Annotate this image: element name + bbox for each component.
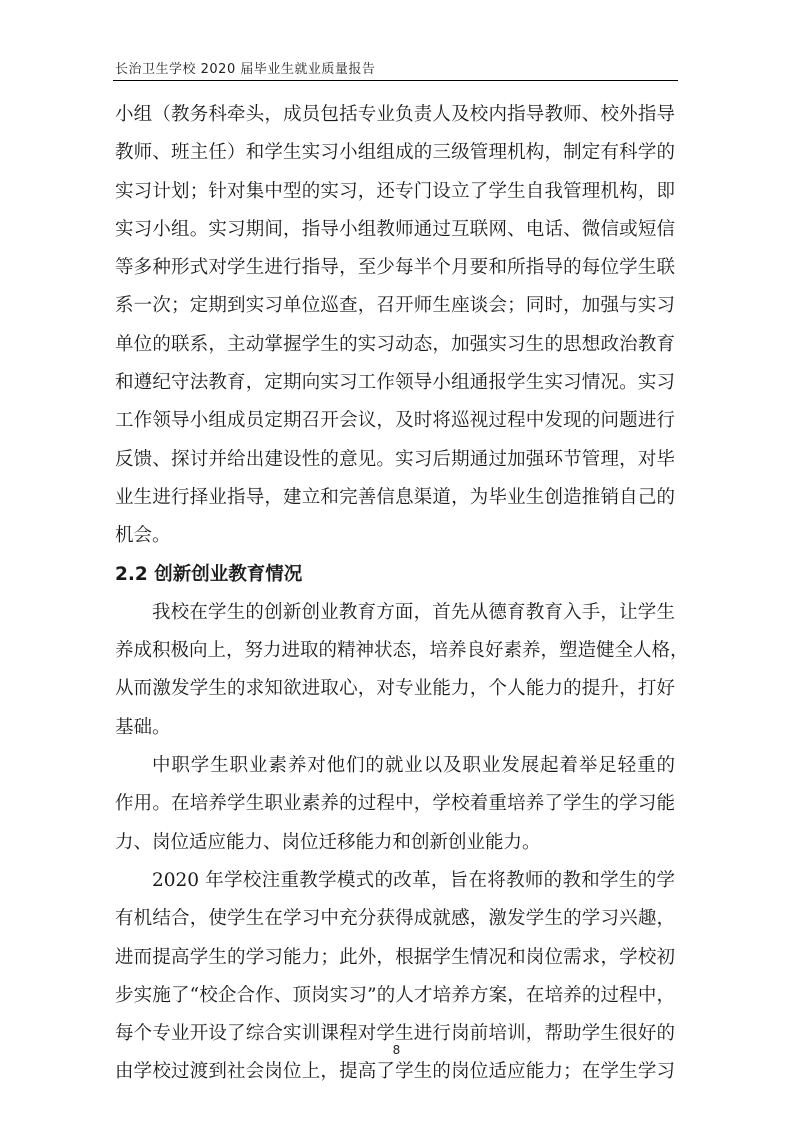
text-line: 等多种形式对学生进行指导，至少每半个月要和所指导的每位学生联 (115, 257, 675, 279)
page-number: 8 (392, 1043, 401, 1057)
text-line: 中职学生职业素养对他们的就业以及职业发展起着举足轻重的 (152, 755, 675, 777)
text-line: 小组（教务科牵头，成员包括专业负责人及校内指导教师、校外指导 (115, 104, 675, 125)
text-line: 实习小组。实习期间，指导小组教师通过互联网、电话、微信或短信 (115, 218, 675, 240)
paragraph-teaching-reform (115, 862, 675, 1092)
paragraph-internship-management (115, 96, 675, 556)
document-body (115, 96, 689, 1092)
paragraph-moral-education (115, 594, 689, 747)
text-line: 系一次；定期到实习单位巡查，召开师生座谈会；同时，加强与实习 (115, 295, 675, 317)
text-line: 基础。 (115, 716, 171, 738)
paragraph-professional-literacy (115, 747, 675, 862)
text-line: 力、岗位适应能力、岗位迁移能力和创新创业能力。 (115, 831, 541, 853)
text-line: 2020 年学校注重教学模式的改革，旨在将教师的教和学生的学 (152, 869, 675, 891)
section-heading: 2.2 创新创业教育情况 (115, 563, 303, 585)
text-line: 我校在学生的创新创业教育方面，首先从德育教育入手，让学生 (152, 601, 675, 623)
header-divider (113, 80, 678, 81)
text-line: 进而提高学生的学习能力；此外，根据学生情况和岗位需求，学校初 (115, 946, 675, 968)
text-line: 业生进行择业指导，建立和完善信息渠道，为毕业生创造推销自己的 (115, 486, 675, 508)
text-line: 每个专业开设了综合实训课程对学生进行岗前培训，帮助学生很好的 (115, 1023, 675, 1045)
text-line: 实习计划；针对集中型的实习，还专门设立了学生自我管理机构，即 (115, 180, 675, 202)
running-header: 长治卫生学校 2020 届毕业生就业质量报告 (115, 62, 376, 77)
text-line: 步实施了“校企合作、顶岗实习”的人才培养方案，在培养的过程中， (115, 984, 675, 1006)
text-line: 教师、班主任）和学生实习小组组成的三级管理机构，制定有科学的 (115, 142, 675, 164)
text-line: 和遵纪守法教育，定期向实习工作领导小组通报学生实习情况。实习 (115, 372, 675, 394)
text-line: 单位的联系，主动掌握学生的实习动态，加强实习生的思想政治教育 (115, 333, 675, 355)
text-line: 作用。在培养学生职业素养的过程中，学校着重培养了学生的学习能 (115, 793, 675, 815)
text-line: 反馈、探讨并给出建设性的意见。实习后期通过加强环节管理，对毕 (115, 448, 675, 470)
text-line: 工作领导小组成员定期召开会议，及时将巡视过程中发现的问题进行 (115, 410, 675, 432)
text-line: 有机结合，使学生在学习中充分获得成就感，激发学生的学习兴趣， (115, 908, 675, 930)
text-line: 从而激发学生的求知欲进取心，对专业能力，个人能力的提升，打好 (115, 678, 675, 700)
text-line: 由学校过渡到社会岗位上，提高了学生的岗位适应能力；在学生学习 (115, 1061, 675, 1083)
text-line: 养成积极向上，努力进取的精神状态，培养良好素养，塑造健全人格， (115, 640, 689, 662)
text-line: 机会。 (115, 525, 171, 547)
